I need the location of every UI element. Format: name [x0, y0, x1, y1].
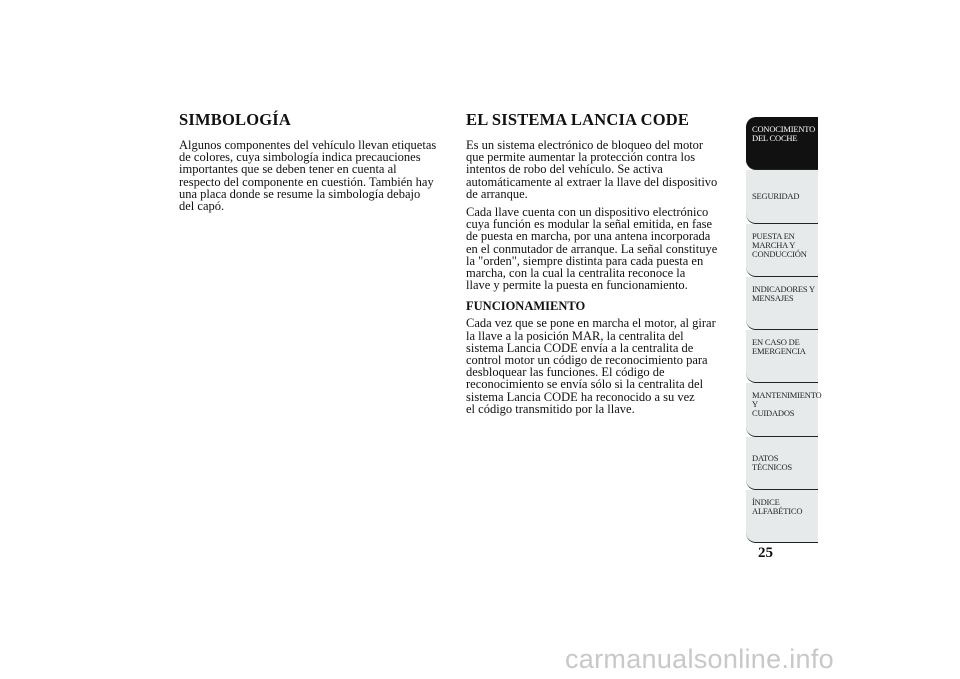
watermark: carmanualsonline.info [565, 644, 834, 674]
subsection-title-funcionamiento: FUNCIONAMIENTO [466, 299, 586, 314]
tab-en-caso-de-emergencia[interactable]: EN CASO DE EMERGENCIA [746, 330, 818, 383]
tab-puesta-en-marcha[interactable]: PUESTA EN MARCHA Y CONDUCCIÓN [746, 224, 818, 277]
chapter-tabs [746, 117, 822, 543]
left-column [179, 110, 454, 218]
tab-conocimiento-del-coche[interactable]: CONOCIMIENTO DEL COCHE [746, 117, 818, 170]
funcionamiento-paragraph: Cada vez que se pone en marcha el motor, al girar la llave a la posición MAR, la centralita del sistema Lancia CODE envía a la centralita de control motor un código de reconocimiento para desbloquear las funciones. El código de reconocimiento se envía sólo si la centralita del sistema Lancia CODE ha reconocido a su vez el código transmitido por la llave. [466, 316, 716, 416]
tab-indicadores-y-mensajes[interactable]: INDICADORES Y MENSAJES [746, 277, 818, 330]
page-number: 25 [758, 545, 773, 561]
lancia-code-paragraph-2: Cada llave cuenta con un dispositivo electrónico cuya función es modular la señal emitida, en fase de puesta en marcha, por una antena incorporada en el conmutador de arranque. La señal constituye la "orden", siempre distinta para cada puesta en marcha, con la cual la centralita reconoce la llave y permite la puesta en funcionamiento. [466, 205, 718, 293]
tab-datos-tecnicos[interactable]: DATOS TÉCNICOS [746, 437, 818, 490]
tab-mantenimiento-y-cuidados[interactable]: MANTENIMIENTO Y CUIDADOS [746, 383, 818, 436]
section-title-lancia-code: EL SISTEMA LANCIA CODE [466, 110, 690, 129]
tab-indice-alfabetico[interactable]: ÍNDICE ALFABÉTICO [746, 490, 818, 543]
simbologia-body: Algunos componentes del vehículo llevan etiquetas de colores, cuya simbología indica precauciones importantes que se deben tener en cuenta al respecto del componente en cuestión. También hay una placa donde se resume la simbología debajo del capó. [179, 138, 437, 214]
tab-seguridad[interactable]: SEGURIDAD [746, 170, 818, 223]
lancia-code-paragraph-1: Es un sistema electrónico de bloqueo del motor que permite aumentar la protección contra los intentos de robo del vehículo. Se activa automáticamente al extraer la llave del dispositivo de arranque. [466, 138, 718, 201]
section-title-simbologia: SIMBOLOGÍA [179, 110, 292, 129]
right-column [466, 110, 741, 421]
